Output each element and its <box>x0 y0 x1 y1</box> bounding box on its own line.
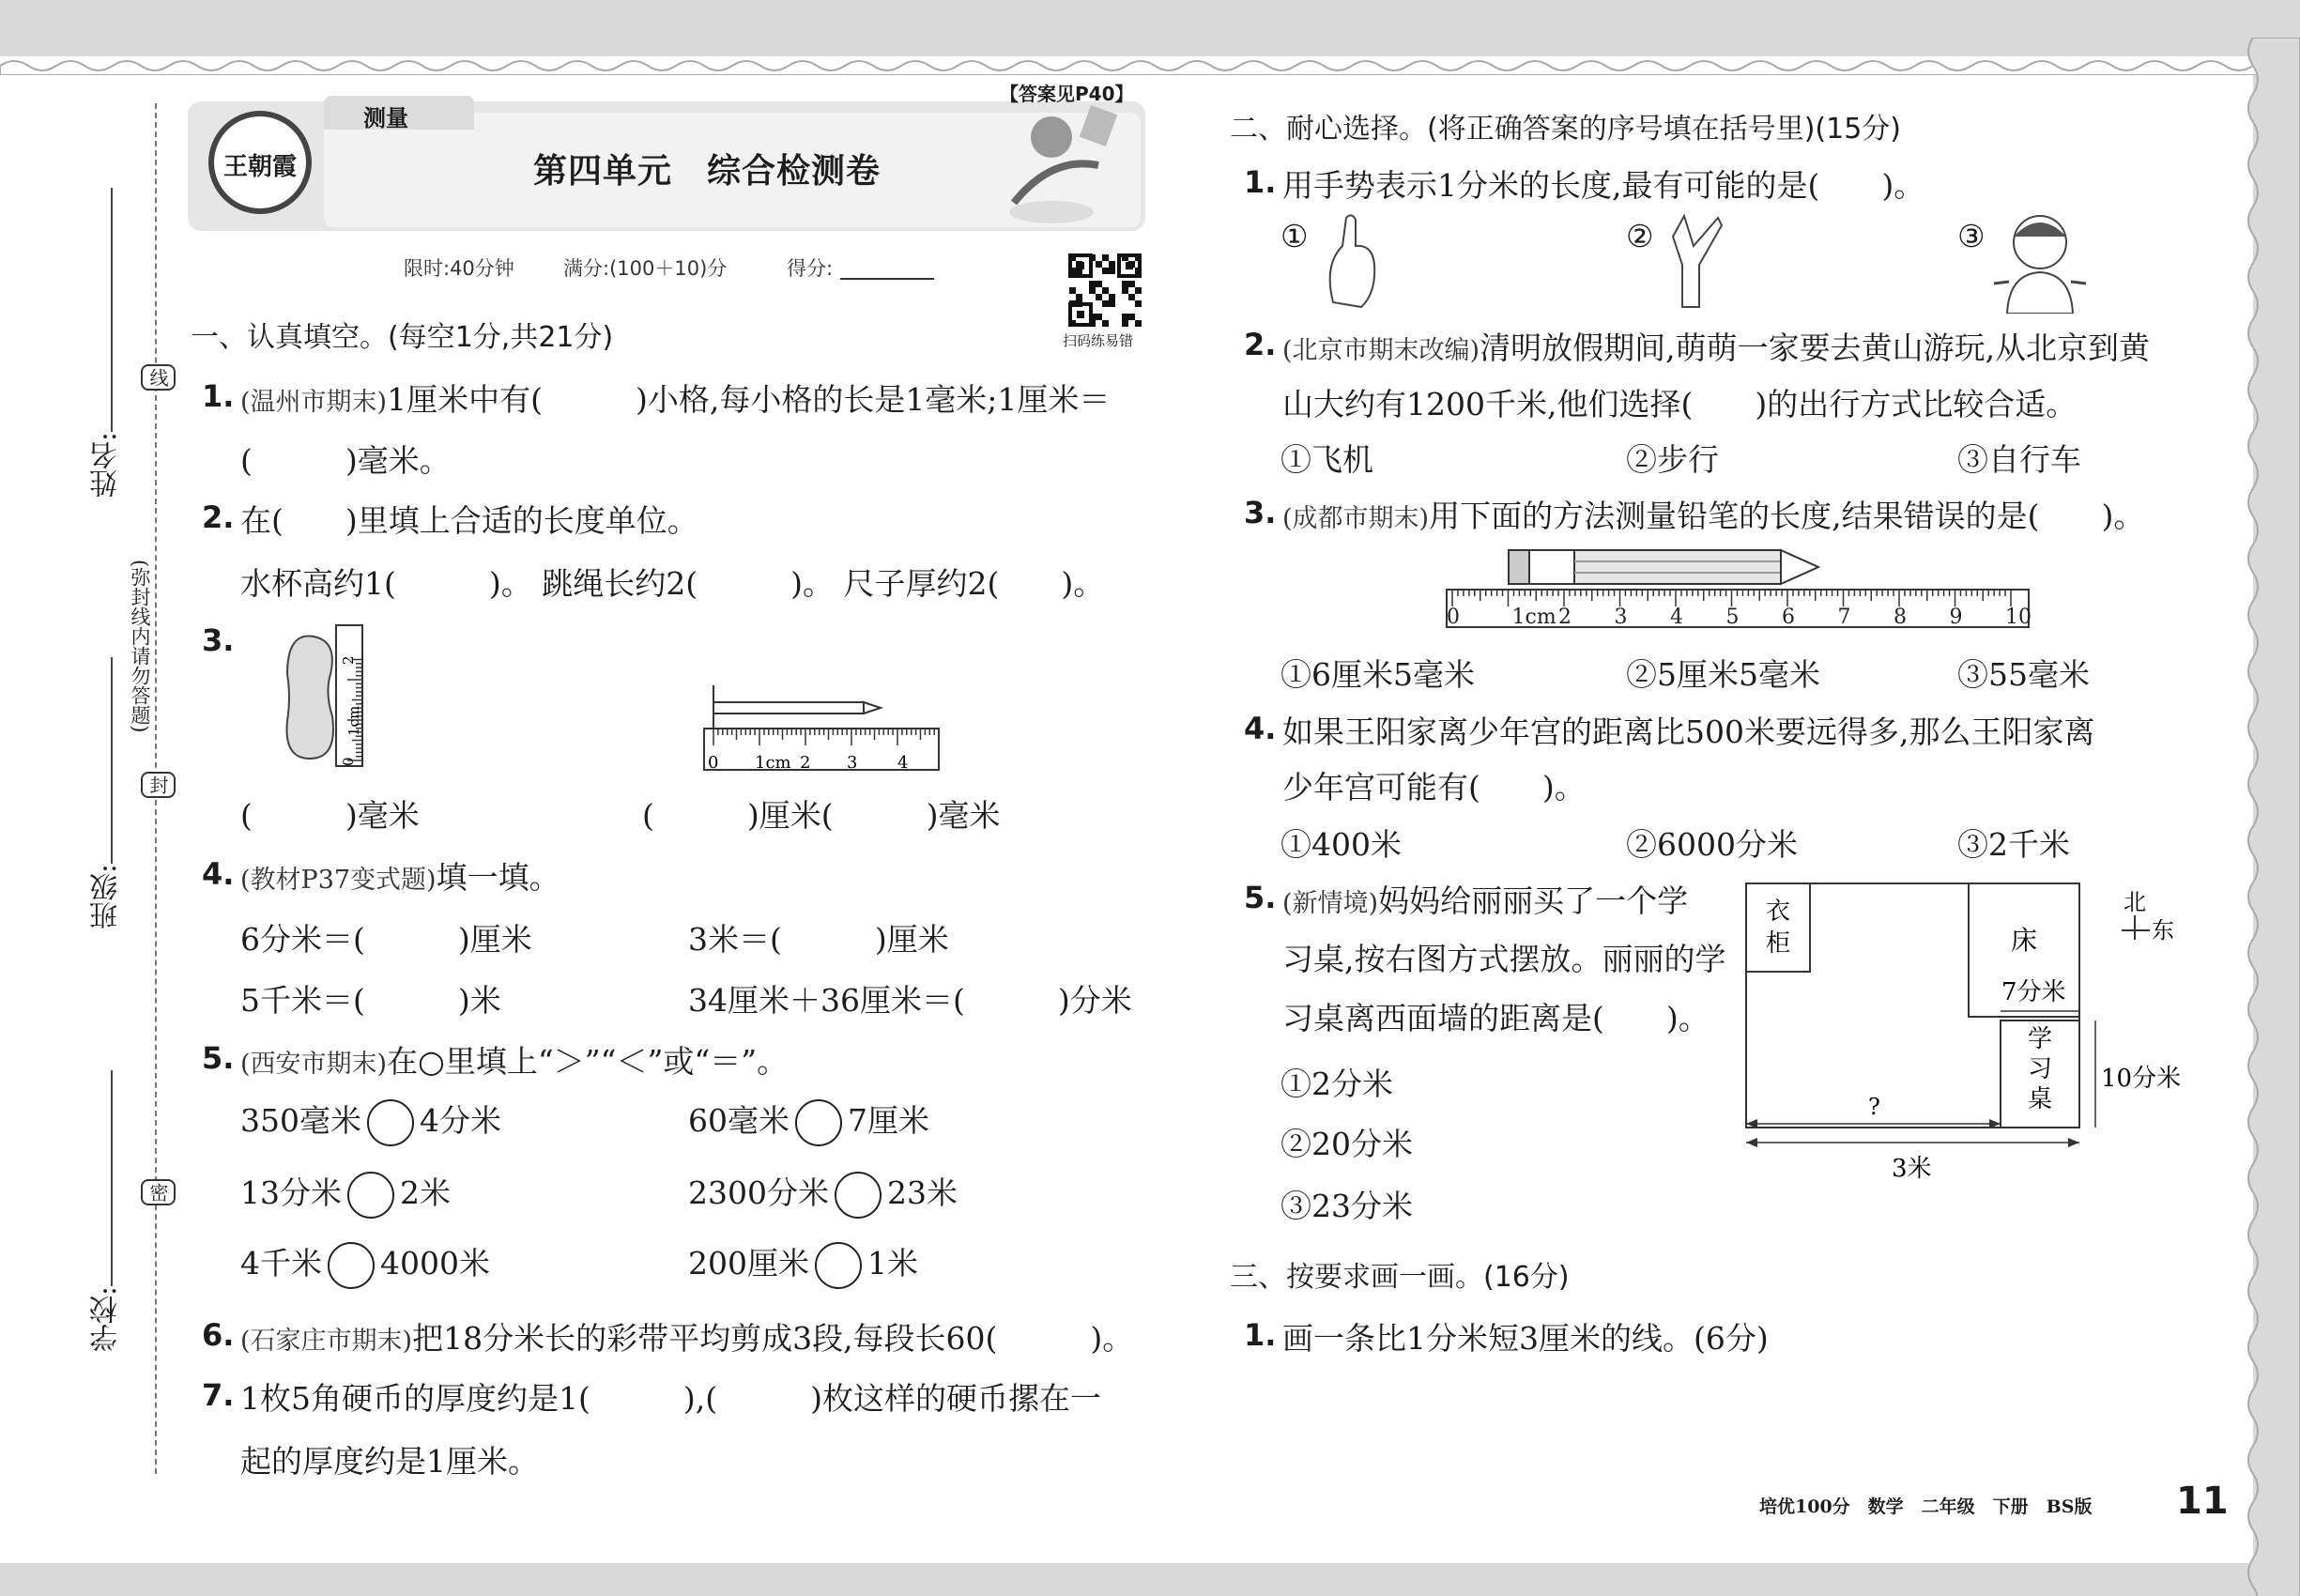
s2-q1-number: 1. <box>1244 164 1277 200</box>
s2-q5-text <box>1282 877 1688 921</box>
s2-q5-opt-2[interactable]: ②20分米 <box>1280 1126 1413 1162</box>
school-underline <box>111 1070 113 1286</box>
section2-heading: 二、耐心选择。(将正确答案的序号填在括号里)(15分) <box>1230 113 1901 146</box>
s2-q2-opt-3[interactable]: ③自行车 <box>1957 441 2081 478</box>
east-label: 东 <box>2152 917 2174 944</box>
ruler3-tick-4: 4 <box>1670 606 1683 629</box>
s1-q2-line2: 水杯高约1( )。 跳绳长约2( )。 尺子厚约2( )。 <box>240 565 1105 602</box>
s2-q2-number: 2. <box>1244 327 1277 362</box>
qr-caption: 扫码练易错 <box>1063 332 1134 349</box>
nail-ruler-figure <box>702 683 946 777</box>
compare-circle[interactable] <box>347 1172 394 1219</box>
page-number: 11 <box>2176 1480 2229 1523</box>
s2-q5-opt-1[interactable]: ①2分米 <box>1280 1066 1393 1102</box>
ruler3-tick-1cm: 1cm <box>1511 606 1556 629</box>
s1-q2-line1: 在( )里填上合适的长度单位。 <box>240 502 698 539</box>
s1-q1-line2: ( )毫米。 <box>240 442 451 479</box>
school-label: 学校: <box>90 1286 123 1353</box>
s2-q3-number: 3. <box>1244 495 1277 530</box>
s1-q6-number: 6. <box>202 1317 235 1353</box>
s1-q5-prompt: 在○里填上“＞”“＜”或“＝”。 <box>387 1043 789 1080</box>
bed-width-label: 7分米 <box>2001 978 2066 1006</box>
hand-gesture-2-icon <box>1662 208 1737 312</box>
s1-q7-line1: 1枚5角硬币的厚度约是1( ),( )枚这样的硬币摞在一 <box>240 1380 1101 1417</box>
s1-q4-text <box>240 853 560 898</box>
s1-q7-line2: 起的厚度约是1厘米。 <box>240 1443 539 1480</box>
ruler1-tick-0: 0 <box>340 757 357 766</box>
s2-q1-opt-1[interactable]: ① <box>1280 218 1309 254</box>
compare-circle[interactable] <box>328 1242 375 1289</box>
pencil-ruler-figure <box>1441 545 2037 631</box>
margin-notice: (弥封线内请勿答题) <box>129 560 151 733</box>
category-label: 测量 <box>363 105 408 131</box>
compare-circle[interactable] <box>835 1172 882 1219</box>
s1-q6-source: (石家庄市期末) <box>240 1327 413 1356</box>
wavy-border-top <box>0 38 2300 75</box>
s2-q4-number: 4. <box>1244 711 1277 746</box>
class-label: 班级: <box>90 864 123 930</box>
desk-label: 学习桌 <box>2027 1025 2053 1113</box>
line-mark: 线 <box>141 364 176 391</box>
s3-q1-number: 1. <box>1244 1317 1277 1353</box>
s2-q3-prompt: 用下面的方法测量铅笔的长度,结果错误的是( )。 <box>1429 498 2145 534</box>
s1-q5-source: (西安市期末) <box>240 1050 388 1079</box>
ruler3-tick-0: 0 <box>1447 606 1460 629</box>
peanut-ruler-figure <box>278 618 372 777</box>
s1-q4-prompt: 填一填。 <box>436 859 560 896</box>
s2-q3-opt-3[interactable]: ③55毫米 <box>1957 656 2090 693</box>
ruler2-tick-4: 4 <box>897 753 909 773</box>
s1-q5-pair-4: 2300分米 23米 <box>688 1169 958 1219</box>
s1-q1-line1: 1厘米中有( )小格,每小格的长是1毫米;1厘米＝ <box>387 381 1111 418</box>
s1-q4-item-2: 3米＝( )厘米 <box>688 921 949 958</box>
ruler2-tick-3: 3 <box>847 753 858 773</box>
name-underline <box>111 188 113 432</box>
hand-gesture-1-icon <box>1314 208 1389 312</box>
ruler3-tick-5: 5 <box>1725 606 1740 629</box>
s1-q5-pair-6: 200厘米 1米 <box>688 1239 918 1289</box>
s1-q3-answer1: ( )毫米 <box>240 797 420 834</box>
s2-q5-line3: 习桌离西面墙的距离是( )。 <box>1282 1000 1710 1036</box>
s2-q5-line1: 妈妈给丽丽买了一个学 <box>1378 882 1689 919</box>
compare-circle[interactable] <box>795 1099 842 1146</box>
ruler2-tick-1cm: 1cm <box>755 753 791 773</box>
s2-q3-opt-2[interactable]: ②5厘米5毫米 <box>1626 656 1820 693</box>
full-score: 满分:(100＋10)分 <box>563 257 728 280</box>
ruler1-tick-2: 2 <box>340 655 357 665</box>
unknown-distance: ? <box>1868 1094 1880 1120</box>
s2-q5-source: (新情境) <box>1282 889 1379 918</box>
qr-code <box>1068 253 1142 327</box>
ruler3-tick-8: 8 <box>1894 606 1907 629</box>
ruler3-tick-9: 9 <box>1949 606 1963 629</box>
s1-q4-source: (教材P37变式题) <box>240 866 437 895</box>
room-layout-diagram <box>1737 878 2197 1188</box>
ruler3-tick-10: 10 <box>2005 606 2032 629</box>
ruler3-tick-7: 7 <box>1837 606 1851 629</box>
answer-reference: 【答案见P40】 <box>1000 83 1134 105</box>
s1-q1-text <box>240 376 1110 420</box>
s2-q1-text: 用手势表示1分米的长度,最有可能的是( )。 <box>1282 167 1925 204</box>
s1-q5-pair-2: 60毫米 7厘米 <box>688 1097 929 1146</box>
s2-q3-text <box>1282 492 2144 536</box>
class-underline <box>111 657 113 864</box>
s2-q2-source: (北京市期末改编) <box>1282 336 1480 365</box>
wardrobe-label: 衣柜 <box>1765 898 1791 958</box>
ruler3-tick-2: 2 <box>1558 606 1572 629</box>
s1-q7-number: 7. <box>202 1377 235 1413</box>
time-limit: 限时:40分钟 <box>404 257 514 280</box>
s1-q5-number: 5. <box>202 1040 235 1076</box>
child-gesture-icon <box>1988 208 2092 314</box>
s1-q5-pair-5: 4千米 4000米 <box>240 1239 490 1289</box>
ruler1-tick-1cm: 1cm <box>345 705 362 736</box>
s1-q3-number: 3. <box>202 622 235 658</box>
s2-q2-opt-1[interactable]: ①飞机 <box>1280 441 1373 478</box>
desk-length-label: 10分米 <box>2101 1065 2182 1093</box>
compare-circle[interactable] <box>815 1242 862 1289</box>
s1-q5-pair-1: 350毫米 4分米 <box>240 1097 501 1146</box>
compare-circle[interactable] <box>367 1099 414 1146</box>
ruler3-tick-6: 6 <box>1782 606 1795 629</box>
footer-info: 培优100分 数学 二年级 下册 BS版 <box>1759 1496 2093 1517</box>
s1-q2-number: 2. <box>202 499 235 535</box>
wavy-border-right <box>2216 38 2300 1596</box>
ruler2-tick-2: 2 <box>800 753 811 773</box>
s2-q5-number: 5. <box>1244 880 1277 915</box>
s2-q2-line1: 清明放假期间,萌萌一家要去黄山游玩,从北京到黄 <box>1480 330 2151 366</box>
section1-heading: 一、认真填空。(每空1分,共21分) <box>191 321 614 354</box>
s2-q2-line2: 山大约有1200千米,他们选择( )的出行方式比较合适。 <box>1282 386 2078 422</box>
sealed-mark: 密 <box>141 1179 176 1205</box>
s2-q4-opt-2[interactable]: ②6000分米 <box>1626 826 1798 863</box>
s1-q1-source: (温州市期末) <box>240 388 388 417</box>
s1-q5-text <box>240 1037 788 1082</box>
s2-q2-text <box>1282 324 2150 368</box>
section3-heading: 三、按要求画一画。(16分) <box>1230 1261 1570 1294</box>
ruler3-tick-3: 3 <box>1614 606 1628 629</box>
s2-q4-opt-1[interactable]: ①400米 <box>1280 826 1402 863</box>
s2-q1-opt-2[interactable]: ② <box>1626 218 1654 254</box>
s2-q3-source: (成都市期末) <box>1282 504 1430 533</box>
seal-mark: 封 <box>141 772 176 798</box>
score-label: 得分: <box>787 257 834 280</box>
score-field[interactable] <box>840 278 934 280</box>
logo-text: 王朝霞 <box>223 153 298 181</box>
name-label: 姓名: <box>90 432 123 499</box>
s1-q4-item-4: 34厘米＋36厘米＝( )分米 <box>688 982 1132 1019</box>
exam-title: 第四单元 综合检测卷 <box>533 152 882 191</box>
s3-q1-text: 画一条比1分米短3厘米的线。(6分) <box>1282 1320 1769 1357</box>
ruler2-tick-0: 0 <box>708 753 719 773</box>
drawing-area[interactable] <box>1239 1371 2178 1483</box>
s1-q6-text <box>240 1314 1133 1358</box>
s2-q3-opt-1[interactable]: ①6厘米5毫米 <box>1280 656 1475 693</box>
s1-q4-number: 4. <box>202 856 235 892</box>
s2-q2-opt-2[interactable]: ②步行 <box>1626 441 1719 478</box>
s2-q5-line2: 习桌,按右图方式摆放。丽丽的学 <box>1282 941 1726 977</box>
s2-q4-line2: 少年宫可能有( )。 <box>1282 769 1586 806</box>
s2-q5-opt-3[interactable]: ③23分米 <box>1280 1188 1413 1224</box>
s1-q5-pair-3: 13分米 2米 <box>240 1169 451 1219</box>
mascot-illustration <box>995 90 1164 231</box>
s2-q1-opt-3[interactable]: ③ <box>1957 218 1986 254</box>
s1-q1-number: 1. <box>202 378 235 414</box>
s1-q3-answer2: ( )厘米( )毫米 <box>642 797 1001 834</box>
s1-q4-item-3: 5千米＝( )米 <box>240 982 501 1019</box>
s1-q6-prompt: 把18分米长的彩带平均剪成3段,每段长60( )。 <box>412 1320 1134 1357</box>
s1-q4-item-1: 6分米＝( )厘米 <box>240 921 532 958</box>
s2-q4-opt-3[interactable]: ③2千米 <box>1957 826 2070 863</box>
north-label: 北 <box>2124 889 2146 915</box>
s2-q4-line1: 如果王阳家离少年宫的距离比500米要远得多,那么王阳家离 <box>1282 714 2095 750</box>
total-width-label: 3米 <box>1892 1155 1932 1183</box>
bed-label: 床 <box>2010 925 2038 956</box>
